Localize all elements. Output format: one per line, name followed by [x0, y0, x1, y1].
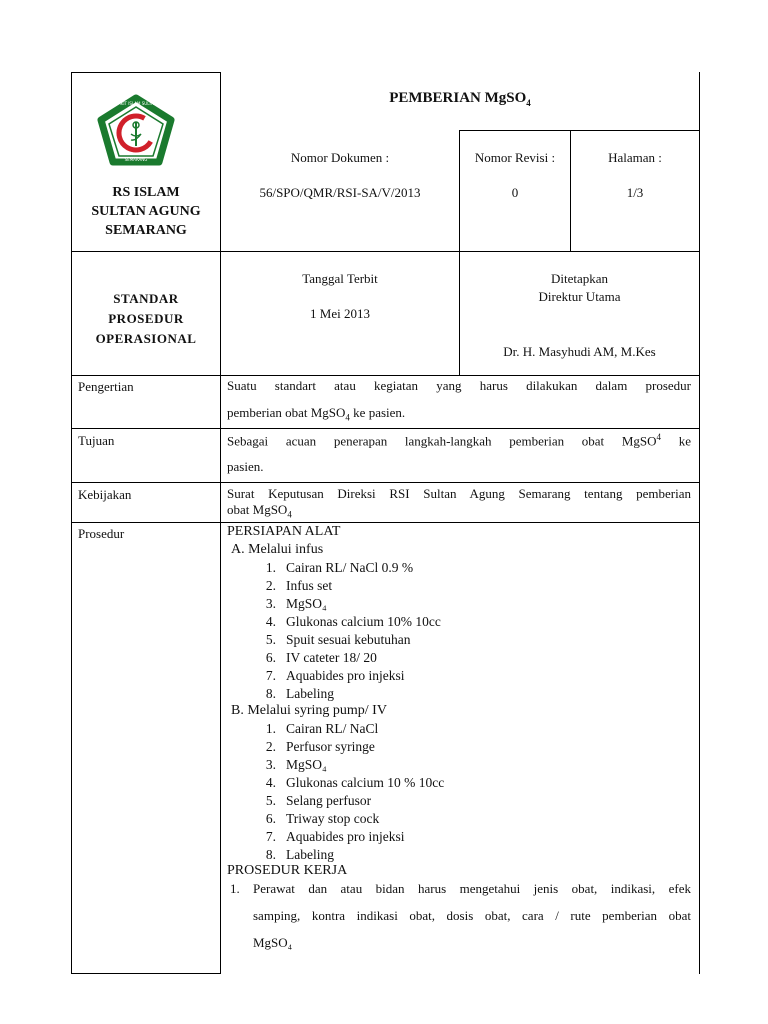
column-divider: [220, 72, 221, 974]
kerja-item-number: 1.: [230, 881, 240, 896]
doc-number-value: 56/SPO/QMR/RSI-SA/V/2013: [259, 185, 421, 200]
list-item: 4. Glukonas calcium 10 % 10cc: [265, 775, 445, 790]
hospital-logo: [91, 92, 181, 174]
kerja-item-line-1: Perawat dan atau bidan harus mengetahui jenis obat, indikasi, efek: [253, 881, 691, 896]
list-item: 5. Spuit sesuai kebutuhan: [265, 632, 411, 647]
table-right-border: [699, 72, 700, 974]
list-item: 5. Selang perfusor: [265, 793, 372, 808]
page-label: Halaman :: [608, 150, 662, 165]
title-underline: [459, 130, 699, 131]
list-item: 7. Aquabides pro injeksi: [265, 829, 405, 844]
issue-date-label: Tanggal Terbit: [302, 271, 378, 286]
list-item: 8. Labeling: [265, 847, 334, 862]
section-a-title: A. Melalui infus: [231, 542, 324, 557]
list-item: 3. MgSO₄: [265, 596, 327, 611]
svg-text:SEMARANG: SEMARANG: [124, 157, 148, 162]
doc-number-label: Nomor Dokumen :: [290, 150, 390, 165]
set-by-title: Direktur Utama: [538, 289, 621, 304]
issue-date-value: 1 Mei 2013: [310, 306, 370, 321]
director-name: Dr. H. Masyhudi AM, M.Kes: [503, 344, 656, 359]
section-b-list: [254, 720, 444, 864]
table-top-border: [71, 72, 221, 73]
set-by-label: Ditetapkan: [550, 271, 609, 286]
list-item: 1. Cairan RL/ NaCl 0.9 %: [265, 560, 414, 575]
section-a-list: [254, 559, 441, 703]
pengertian-line-1: Suatu standart atau kegiatan yang harus dilakukan dalam prosedur: [227, 378, 691, 393]
table-bottom-border: [71, 973, 221, 974]
row-divider-2: [71, 428, 699, 429]
kebijakan-line-1: Surat Keputusan Direksi RSI Sultan Agung Semarang tentang pemberian: [227, 486, 691, 501]
list-item: 2. Perfusor syringe: [265, 739, 375, 754]
list-item: 1. Cairan RL/ NaCl: [265, 721, 379, 736]
page-value: 1/3: [626, 185, 644, 200]
svg-text:RUMAH SAKIT ISLAM SULTAN AGUNG: RUMAH SAKIT ISLAM SULTAN AGUNG: [99, 101, 173, 106]
list-item: 2. Infus set: [265, 578, 333, 593]
kebijakan-line-2: obat MgSO$_4$: [227, 502, 292, 520]
row-label-kebijakan: Kebijakan: [78, 487, 132, 502]
sop-label: STANDAR PROSEDUR OPERASIONAL: [95, 291, 197, 346]
list-item: 8. Labeling: [265, 686, 334, 701]
revision-label: Nomor Revisi :: [474, 150, 556, 165]
kerja-item-line-2: samping, kontra indikasi obat, dosis obat, cara / rute pemberian obat: [253, 908, 691, 923]
row-label-pengertian: Pengertian: [78, 379, 134, 394]
row-label-prosedur: Prosedur: [78, 526, 125, 541]
list-item: 7. Aquabides pro injeksi: [265, 668, 405, 683]
list-item: 6. Triway stop cock: [265, 811, 380, 826]
list-item: 3. MgSO₄: [265, 757, 327, 772]
persiapan-heading: PERSIAPAN ALAT: [227, 524, 341, 539]
hospital-name: RS ISLAM SULTAN AGUNG SEMARANG: [91, 185, 201, 238]
list-item: 6. IV cateter 18/ 20: [265, 650, 377, 665]
row-label-tujuan: Tujuan: [78, 433, 115, 448]
kerja-item-line-3: MgSO₄: [253, 935, 293, 950]
revision-value: 0: [511, 185, 519, 200]
pengertian-line-2: pemberian obat MgSO$_4$ ke pasien.: [227, 405, 406, 423]
header-divider: [71, 251, 699, 252]
row-divider-1: [71, 375, 699, 376]
row-divider-3: [71, 482, 699, 483]
list-item: 4. Glukonas calcium 10% 10cc: [265, 614, 441, 629]
prosedur-kerja-heading: PROSEDUR KERJA: [227, 863, 348, 878]
section-b-title: B. Melalui syring pump/ IV: [231, 703, 387, 718]
page-title: PEMBERIAN MgSO$_4$: [389, 90, 531, 108]
row-divider-4: [71, 522, 699, 523]
tujuan-line-2: pasien.: [227, 459, 264, 474]
tujuan-line-1: Sebagai acuan penerapan langkah-langkah pemberian obat MgSO$^4$ ke: [227, 432, 691, 449]
